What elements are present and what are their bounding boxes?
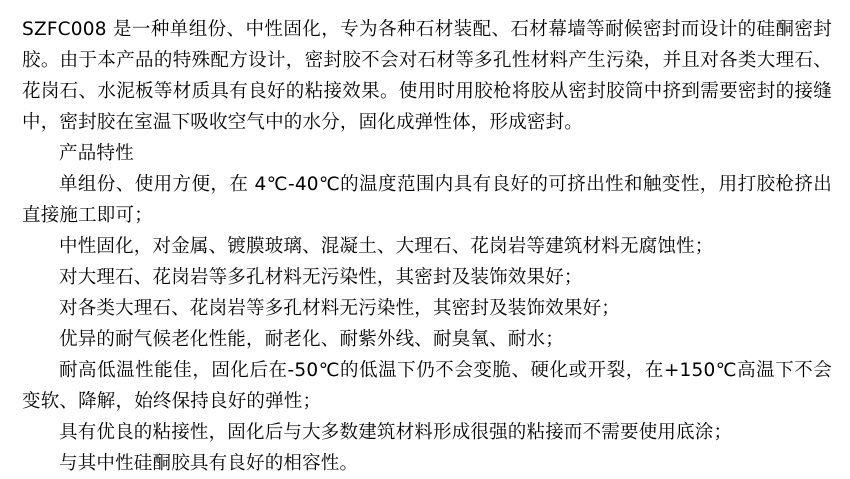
feature-item-8: 与其中性硅酮胶具有良好的相容性。	[59, 453, 359, 474]
feature-item-6: 耐高低温性能佳，固化后在-50℃的低温下仍不会变脆、硬化或开裂，在+150℃高温下不会变软、降解，始终保持良好的弹性；	[22, 360, 832, 412]
feature-item-4: 对各类大理石、花岗岩等多孔材料无污染性，其密封及装饰效果好；	[59, 298, 621, 319]
feature-item-2: 中性固化，对金属、镀膜玻璃、混凝土、大理石、花岗岩等建筑材料无腐蚀性；	[59, 236, 714, 257]
intro-paragraph: SZFC008 是一种单组份、中性固化，专为各种石材装配、石材幕墙等耐候密封而设计的硅酮密封胶。由于本产品的特殊配方设计，密封胶不会对石材等多孔性材料产生污染，并且对各类大理石、花岗石、水泥板等材质具有良好的粘接效果。使用时用胶枪将胶从密封胶筒中挤到需要密封的接缝中，密封胶在室温下吸收空气中的水分，固化成弹性体，形成密封。	[22, 19, 832, 133]
feature-item-7: 具有优良的粘接性，固化后与大多数建筑材料形成很强的粘接而不需要使用底涂；	[59, 422, 733, 443]
feature-item-1: 单组份、使用方便，在 4℃-40℃的温度范围内具有良好的可挤出性和触变性，用打胶枪挤出直接施工即可；	[22, 174, 832, 226]
features-heading: 产品特性	[59, 143, 134, 164]
feature-item-3: 对大理石、花岗岩等多孔材料无污染性，其密封及装饰效果好；	[59, 267, 583, 288]
feature-item-5: 优异的耐气候老化性能，耐老化、耐紫外线、耐臭氧、耐水；	[59, 329, 564, 350]
